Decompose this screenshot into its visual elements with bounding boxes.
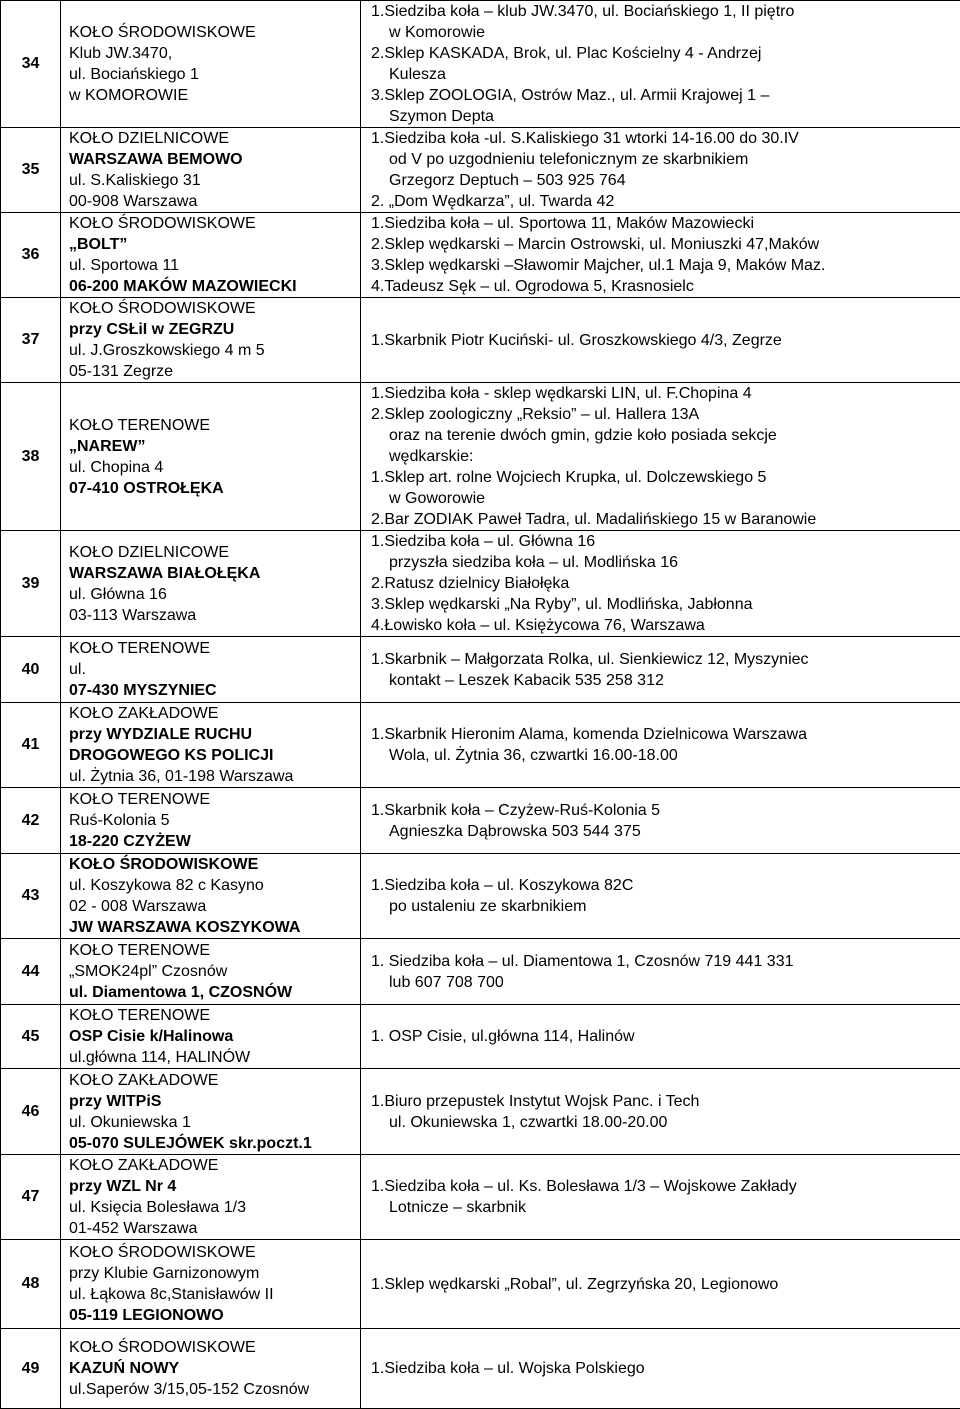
club-name-line: ul.główna 114, HALINÓW xyxy=(69,1047,360,1068)
contact-info-line: Lotnicze – skarbnik xyxy=(371,1197,960,1218)
table-row xyxy=(1,939,960,1005)
club-name-address xyxy=(61,703,361,788)
club-name-line: ul. xyxy=(69,659,360,680)
row-number: 43 xyxy=(1,854,61,939)
club-name-line: ul. Okuniewska 1 xyxy=(69,1112,360,1133)
table-row xyxy=(1,637,960,703)
club-name-address xyxy=(61,1005,361,1069)
club-name-line: przy Klubie Garnizonowym xyxy=(69,1263,360,1284)
contact-info-line: 1.Sklep art. rolne Wojciech Krupka, ul. Dolczewskiego 5 xyxy=(371,467,960,488)
row-number: 49 xyxy=(1,1329,61,1409)
club-name-line: ul. Diamentowa 1, CZOSNÓW xyxy=(69,982,360,1003)
contact-info xyxy=(361,383,960,531)
row-number: 40 xyxy=(1,637,61,703)
row-number: 37 xyxy=(1,298,61,383)
contact-info xyxy=(361,1155,960,1240)
contact-info xyxy=(361,1,960,128)
table-row xyxy=(1,128,960,213)
contact-info-line: 2.Bar ZODIAK Paweł Tadra, ul. Madalińskiego 15 w Baranowie xyxy=(371,509,960,530)
club-name-line: KOŁO ŚRODOWISKOWE xyxy=(69,22,360,43)
club-name-line: 03-113 Warszawa xyxy=(69,605,360,626)
contact-info-line: 2.Ratusz dzielnicy Białołęka xyxy=(371,573,960,594)
row-number: 48 xyxy=(1,1240,61,1329)
club-name-line: KOŁO TERENOWE xyxy=(69,1005,360,1026)
contact-info xyxy=(361,1005,960,1069)
club-name-line: KOŁO ŚRODOWISKOWE xyxy=(69,1242,360,1263)
table-row xyxy=(1,1329,960,1409)
club-name-line: ul. Księcia Bolesława 1/3 xyxy=(69,1197,360,1218)
club-name-line: 01-452 Warszawa xyxy=(69,1218,360,1239)
row-number: 38 xyxy=(1,383,61,531)
row-number: 45 xyxy=(1,1005,61,1069)
club-name-address xyxy=(61,531,361,637)
club-name-line: ul. Główna 16 xyxy=(69,584,360,605)
contact-info-line: Szymon Depta xyxy=(371,106,960,127)
club-name-line: ul. Koszykowa 82 c Kasyno xyxy=(69,875,360,896)
club-name-line: 07-410 OSTROŁĘKA xyxy=(69,478,360,499)
contact-info-line: 1.Siedziba koła -ul. S.Kaliskiego 31 wtorki 14-16.00 do 30.IV xyxy=(371,128,960,149)
club-name-line: przy WZL Nr 4 xyxy=(69,1176,360,1197)
club-name-line: przy CSŁiI w ZEGRZU xyxy=(69,319,360,340)
club-name-line: przy WITPiS xyxy=(69,1091,360,1112)
table-row xyxy=(1,1,960,128)
club-name-line: OSP Cisie k/Halinowa xyxy=(69,1026,360,1047)
club-name-address xyxy=(61,637,361,703)
contact-info-line: 3.Sklep wędkarski „Na Ryby”, ul. Modlińska, Jabłonna xyxy=(371,594,960,615)
club-name-line: 18-220 CZYŻEW xyxy=(69,831,360,852)
contact-info-line: 1.Skarbnik Piotr Kuciński- ul. Groszkowskiego 4/3, Zegrze xyxy=(371,330,960,351)
table-row xyxy=(1,703,960,788)
contact-info-line: Grzegorz Deptuch – 503 925 764 xyxy=(371,170,960,191)
contact-info-line: ul. Okuniewska 1, czwartki 18.00-20.00 xyxy=(371,1112,960,1133)
club-name-line: ul. Łąkowa 8c,Stanisławów II xyxy=(69,1284,360,1305)
contact-info-line: od V po uzgodnieniu telefonicznym ze skarbnikiem xyxy=(371,149,960,170)
contact-info-line: Agnieszka Dąbrowska 503 544 375 xyxy=(371,821,960,842)
contact-info-line: Kulesza xyxy=(371,64,960,85)
club-name-line: 00-908 Warszawa xyxy=(69,191,360,212)
club-name-line: 06-200 MAKÓW MAZOWIECKI xyxy=(69,276,360,297)
contact-info-line: 1. OSP Cisie, ul.główna 114, Halinów xyxy=(371,1026,960,1047)
table-row xyxy=(1,383,960,531)
contact-info xyxy=(361,703,960,788)
club-name-address xyxy=(61,854,361,939)
table-row xyxy=(1,1240,960,1329)
club-name-line: 05-131 Zegrze xyxy=(69,361,360,382)
club-name-line: 07-430 MYSZYNIEC xyxy=(69,680,360,701)
club-name-address xyxy=(61,298,361,383)
contact-info-line: 1.Siedziba koła – klub JW.3470, ul. Bociańskiego 1, II piętro xyxy=(371,1,960,22)
contact-info-line: 1.Skarbnik Hieronim Alama, komenda Dzielnicowa Warszawa xyxy=(371,724,960,745)
contact-info xyxy=(361,128,960,213)
club-name-address xyxy=(61,1329,361,1409)
table-row xyxy=(1,788,960,854)
contact-info-line: 4.Łowisko koła – ul. Księżycowa 76, Warszawa xyxy=(371,615,960,636)
club-name-line: KOŁO ZAKŁADOWE xyxy=(69,703,360,724)
table-row xyxy=(1,213,960,298)
contact-info-line: 3.Sklep wędkarski –Sławomir Majcher, ul.1 Maja 9, Maków Maz. xyxy=(371,255,960,276)
club-name-line: 05-070 SULEJÓWEK skr.poczt.1 xyxy=(69,1133,360,1154)
club-name-line: KOŁO DZIELNICOWE xyxy=(69,542,360,563)
club-name-line: ul. J.Groszkowskiego 4 m 5 xyxy=(69,340,360,361)
contact-info-line: 1.Biuro przepustek Instytut Wojsk Panc. i Tech xyxy=(371,1091,960,1112)
club-name-line: ul. S.Kaliskiego 31 xyxy=(69,170,360,191)
contact-info xyxy=(361,1329,960,1409)
table-row xyxy=(1,531,960,637)
contact-info xyxy=(361,213,960,298)
contact-info-line: 1.Sklep wędkarski „Robal”, ul. Zegrzyńska 20, Legionowo xyxy=(371,1274,960,1295)
contact-info xyxy=(361,854,960,939)
table-row xyxy=(1,854,960,939)
club-name-line: KOŁO ZAKŁADOWE xyxy=(69,1155,360,1176)
contact-info-line: Wola, ul. Żytnia 36, czwartki 16.00-18.00 xyxy=(371,745,960,766)
contact-info-line: 2.Sklep KASKADA, Brok, ul. Plac Kościelny 4 - Andrzej xyxy=(371,43,960,64)
contact-info-line: 1.Siedziba koła – ul. Koszykowa 82C xyxy=(371,875,960,896)
contact-info-line: kontakt – Leszek Kabacik 535 258 312 xyxy=(371,670,960,691)
row-number: 36 xyxy=(1,213,61,298)
contact-info-line: 2. „Dom Wędkarza”, ul. Twarda 42 xyxy=(371,191,960,212)
contact-info-line: 1.Siedziba koła – ul. Sportowa 11, Maków Mazowiecki xyxy=(371,213,960,234)
club-name-line: ul. Sportowa 11 xyxy=(69,255,360,276)
club-name-line: KOŁO ŚRODOWISKOWE xyxy=(69,1337,360,1358)
club-name-line: KOŁO ŚRODOWISKOWE xyxy=(69,854,360,875)
table-row xyxy=(1,1069,960,1155)
contact-info xyxy=(361,298,960,383)
club-name-line: WARSZAWA BIAŁOŁĘKA xyxy=(69,563,360,584)
contact-info-line: 1.Siedziba koła – ul. Ks. Bolesława 1/3 – Wojskowe Zakłady xyxy=(371,1176,960,1197)
table-row xyxy=(1,298,960,383)
contact-info-line: 1.Skarbnik koła – Czyżew-Ruś-Kolonia 5 xyxy=(371,800,960,821)
row-number: 47 xyxy=(1,1155,61,1240)
club-name-line: przy WYDZIALE RUCHU xyxy=(69,724,360,745)
contact-info-line: przyszła siedziba koła – ul. Modlińska 16 xyxy=(371,552,960,573)
club-name-address xyxy=(61,1,361,128)
row-number: 46 xyxy=(1,1069,61,1155)
table-body xyxy=(1,1,960,1409)
club-name-line: 02 - 008 Warszawa xyxy=(69,896,360,917)
contact-info-line: lub 607 708 700 xyxy=(371,972,960,993)
club-name-line: KOŁO ZAKŁADOWE xyxy=(69,1070,360,1091)
contact-info xyxy=(361,1069,960,1155)
club-name-address xyxy=(61,383,361,531)
contact-info-line: wędkarskie: xyxy=(371,446,960,467)
club-name-line: KOŁO ŚRODOWISKOWE xyxy=(69,298,360,319)
table-row xyxy=(1,1005,960,1069)
club-name-line: w KOMOROWIE xyxy=(69,85,360,106)
contact-info-line: oraz na terenie dwóch gmin, gdzie koło posiada sekcje xyxy=(371,425,960,446)
club-name-line: Ruś-Kolonia 5 xyxy=(69,810,360,831)
row-number: 39 xyxy=(1,531,61,637)
row-number: 41 xyxy=(1,703,61,788)
club-name-line: KOŁO TERENOWE xyxy=(69,940,360,961)
club-name-line: KOŁO DZIELNICOWE xyxy=(69,128,360,149)
contact-info-line: 3.Sklep ZOOLOGIA, Ostrów Maz., ul. Armii Krajowej 1 – xyxy=(371,85,960,106)
club-name-line: WARSZAWA BEMOWO xyxy=(69,149,360,170)
contact-info-line: 1.Skarbnik – Małgorzata Rolka, ul. Sienkiewicz 12, Myszyniec xyxy=(371,649,960,670)
club-name-address xyxy=(61,213,361,298)
club-name-line: 05-119 LEGIONOWO xyxy=(69,1305,360,1326)
club-name-line: ul.Saperów 3/15,05-152 Czosnów xyxy=(69,1379,360,1400)
row-number: 35 xyxy=(1,128,61,213)
contact-info-line: po ustaleniu ze skarbnikiem xyxy=(371,896,960,917)
club-name-address xyxy=(61,788,361,854)
row-number: 42 xyxy=(1,788,61,854)
contact-info-line: 1.Siedziba koła – ul. Wojska Polskiego xyxy=(371,1358,960,1379)
contact-info-line: 4.Tadeusz Sęk – ul. Ogrodowa 5, Krasnosielc xyxy=(371,276,960,297)
club-name-line: KOŁO TERENOWE xyxy=(69,638,360,659)
club-name-line: ul. Chopina 4 xyxy=(69,457,360,478)
club-name-address xyxy=(61,1155,361,1240)
contact-info-line: 2.Sklep wędkarski – Marcin Ostrowski, ul. Moniuszki 47,Maków xyxy=(371,234,960,255)
row-number: 34 xyxy=(1,1,61,128)
club-name-line: KAZUŃ NOWY xyxy=(69,1358,360,1379)
contact-info-line: 2.Sklep zoologiczny „Reksio” – ul. Hallera 13A xyxy=(371,404,960,425)
club-name-address xyxy=(61,939,361,1005)
club-name-line: JW WARSZAWA KOSZYKOWA xyxy=(69,917,360,938)
club-name-address xyxy=(61,1240,361,1329)
club-name-line: KOŁO TERENOWE xyxy=(69,789,360,810)
club-name-line: KOŁO ŚRODOWISKOWE xyxy=(69,213,360,234)
contact-info xyxy=(361,788,960,854)
contact-info xyxy=(361,637,960,703)
club-name-address xyxy=(61,1069,361,1155)
club-name-line: ul. Żytnia 36, 01-198 Warszawa xyxy=(69,766,360,787)
club-name-address xyxy=(61,128,361,213)
club-name-line: DROGOWEGO KS POLICJI xyxy=(69,745,360,766)
club-name-line: KOŁO TERENOWE xyxy=(69,415,360,436)
contact-info-line: w Komorowie xyxy=(371,22,960,43)
table-row xyxy=(1,1155,960,1240)
contact-info-line: 1.Siedziba koła - sklep wędkarski LIN, ul. F.Chopina 4 xyxy=(371,383,960,404)
contact-info xyxy=(361,939,960,1005)
contact-info xyxy=(361,531,960,637)
club-name-line: „BOLT” xyxy=(69,234,360,255)
contact-info-line: w Goworowie xyxy=(371,488,960,509)
club-name-line: „SMOK24pl” Czosnów xyxy=(69,961,360,982)
club-name-line: ul. Bociańskiego 1 xyxy=(69,64,360,85)
contact-info-line: 1.Siedziba koła – ul. Główna 16 xyxy=(371,531,960,552)
contact-info-line: 1. Siedziba koła – ul. Diamentowa 1, Czosnów 719 441 331 xyxy=(371,951,960,972)
contact-info xyxy=(361,1240,960,1329)
row-number: 44 xyxy=(1,939,61,1005)
club-name-line: „NAREW” xyxy=(69,436,360,457)
club-name-line: Klub JW.3470, xyxy=(69,43,360,64)
